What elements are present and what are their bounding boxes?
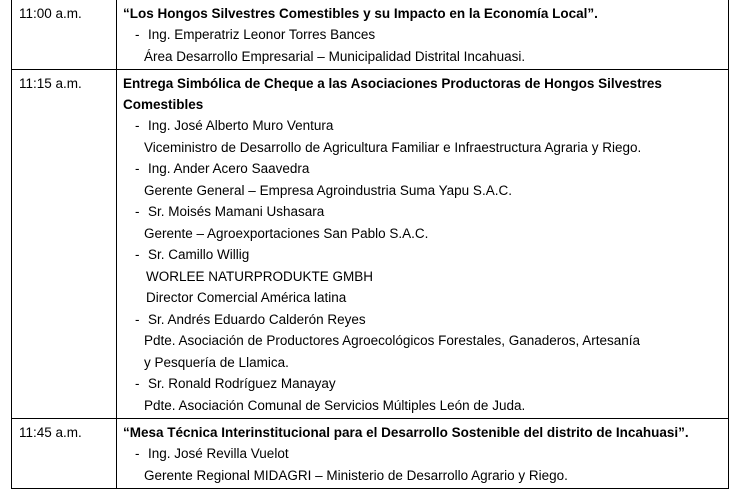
speaker-name: Ing. José Revilla Vuelot: [148, 446, 289, 461]
speaker-name-line: [129, 244, 728, 266]
speaker-name: Sr. Camillo Willig: [148, 247, 250, 262]
dash-bullet-icon: -: [135, 311, 140, 327]
dash-bullet-icon: -: [135, 446, 140, 461]
agenda-content: [117, 419, 729, 489]
speaker-name-line: [129, 158, 728, 180]
session-title-line: “Los Hongos Silvestres Comestibles y su Impacto en la Economía Local”.: [123, 6, 598, 21]
speaker-role: Gerente Regional MIDAGRI – Ministerio de Desarrollo Agrario y Riego.: [144, 467, 568, 483]
speaker-name-line: [129, 309, 728, 331]
speaker-name: Sr. Andrés Eduardo Calderón Reyes: [148, 311, 366, 327]
speaker-name-line: [129, 24, 728, 46]
dash-bullet-icon: -: [135, 27, 140, 42]
speaker-name: Sr. Moisés Mamani Ushasara: [148, 204, 325, 219]
dash-bullet-icon: -: [135, 118, 140, 133]
agenda-row: [12, 419, 729, 489]
speaker-entry: [129, 201, 728, 244]
agenda-time: 11:00 a.m.: [12, 0, 117, 70]
agenda-content: [117, 0, 729, 70]
speaker-name-line: [129, 443, 728, 465]
dash-bullet-icon: -: [135, 376, 140, 391]
agenda-table: [11, 0, 729, 489]
speaker-entry: [129, 244, 728, 309]
speaker-role: Pdte. Asociación de Productores Agroecológicos Forestales, Ganaderos, Artesanía: [144, 333, 641, 348]
speaker-role: Director Comercial América latina: [146, 290, 347, 305]
speaker-role: Gerente – Agroexportaciones San Pablo S.A.C.: [144, 225, 429, 241]
speaker-name-line: [129, 373, 728, 395]
speaker-name: Ing. Emperatriz Leonor Torres Bances: [148, 27, 376, 42]
agenda-row: [12, 70, 729, 419]
speaker-name-line: [129, 201, 728, 223]
speaker-name-line: [129, 115, 728, 137]
speaker-role: Gerente General – Empresa Agroindustria Suma Yapu S.A.C.: [144, 182, 512, 198]
session-title-line: “Mesa Técnica Interinstitucional para el Desarrollo Sostenible del distrito de Incahuasi”.: [123, 425, 689, 440]
dash-bullet-icon: -: [135, 161, 140, 176]
session-title-line: Entrega Simbólica de Cheque a las Asociaciones Productoras de Hongos Silvestres: [123, 76, 662, 91]
speaker-entry: [129, 158, 728, 201]
session-title-line: Comestibles: [123, 97, 204, 112]
speaker-role: Área Desarrollo Empresarial – Municipalidad Distrital Incahuasi.: [144, 48, 526, 64]
speaker-name: Ing. José Alberto Muro Ventura: [148, 118, 334, 133]
agenda-body: [12, 0, 729, 489]
agenda-row: [12, 0, 729, 70]
agenda-time: 11:15 a.m.: [12, 70, 117, 419]
dash-bullet-icon: -: [135, 204, 140, 219]
dash-bullet-icon: -: [135, 247, 140, 262]
speaker-entry: [129, 373, 728, 416]
speaker-entry: [129, 24, 728, 67]
speaker-role: WORLEE NATURPRODUKTE GMBH: [146, 268, 374, 284]
speaker-entry: [129, 443, 728, 486]
speaker-role: Pdte. Asociación Comunal de Servicios Múltiples León de Juda.: [144, 397, 526, 413]
speaker-role: Viceministro de Desarrollo de Agricultura Familiar e Infraestructura Agraria y Riego.: [144, 139, 642, 155]
speaker-entry: [129, 309, 728, 374]
agenda-time: 11:45 a.m.: [12, 419, 117, 489]
speaker-entry: [129, 115, 728, 158]
speaker-name: Sr. Ronald Rodríguez Manayay: [148, 376, 336, 391]
agenda-content: [117, 70, 729, 419]
speaker-name: Ing. Ander Acero Saavedra: [148, 161, 310, 176]
speaker-role: y Pesquería de Llamica.: [144, 354, 289, 370]
